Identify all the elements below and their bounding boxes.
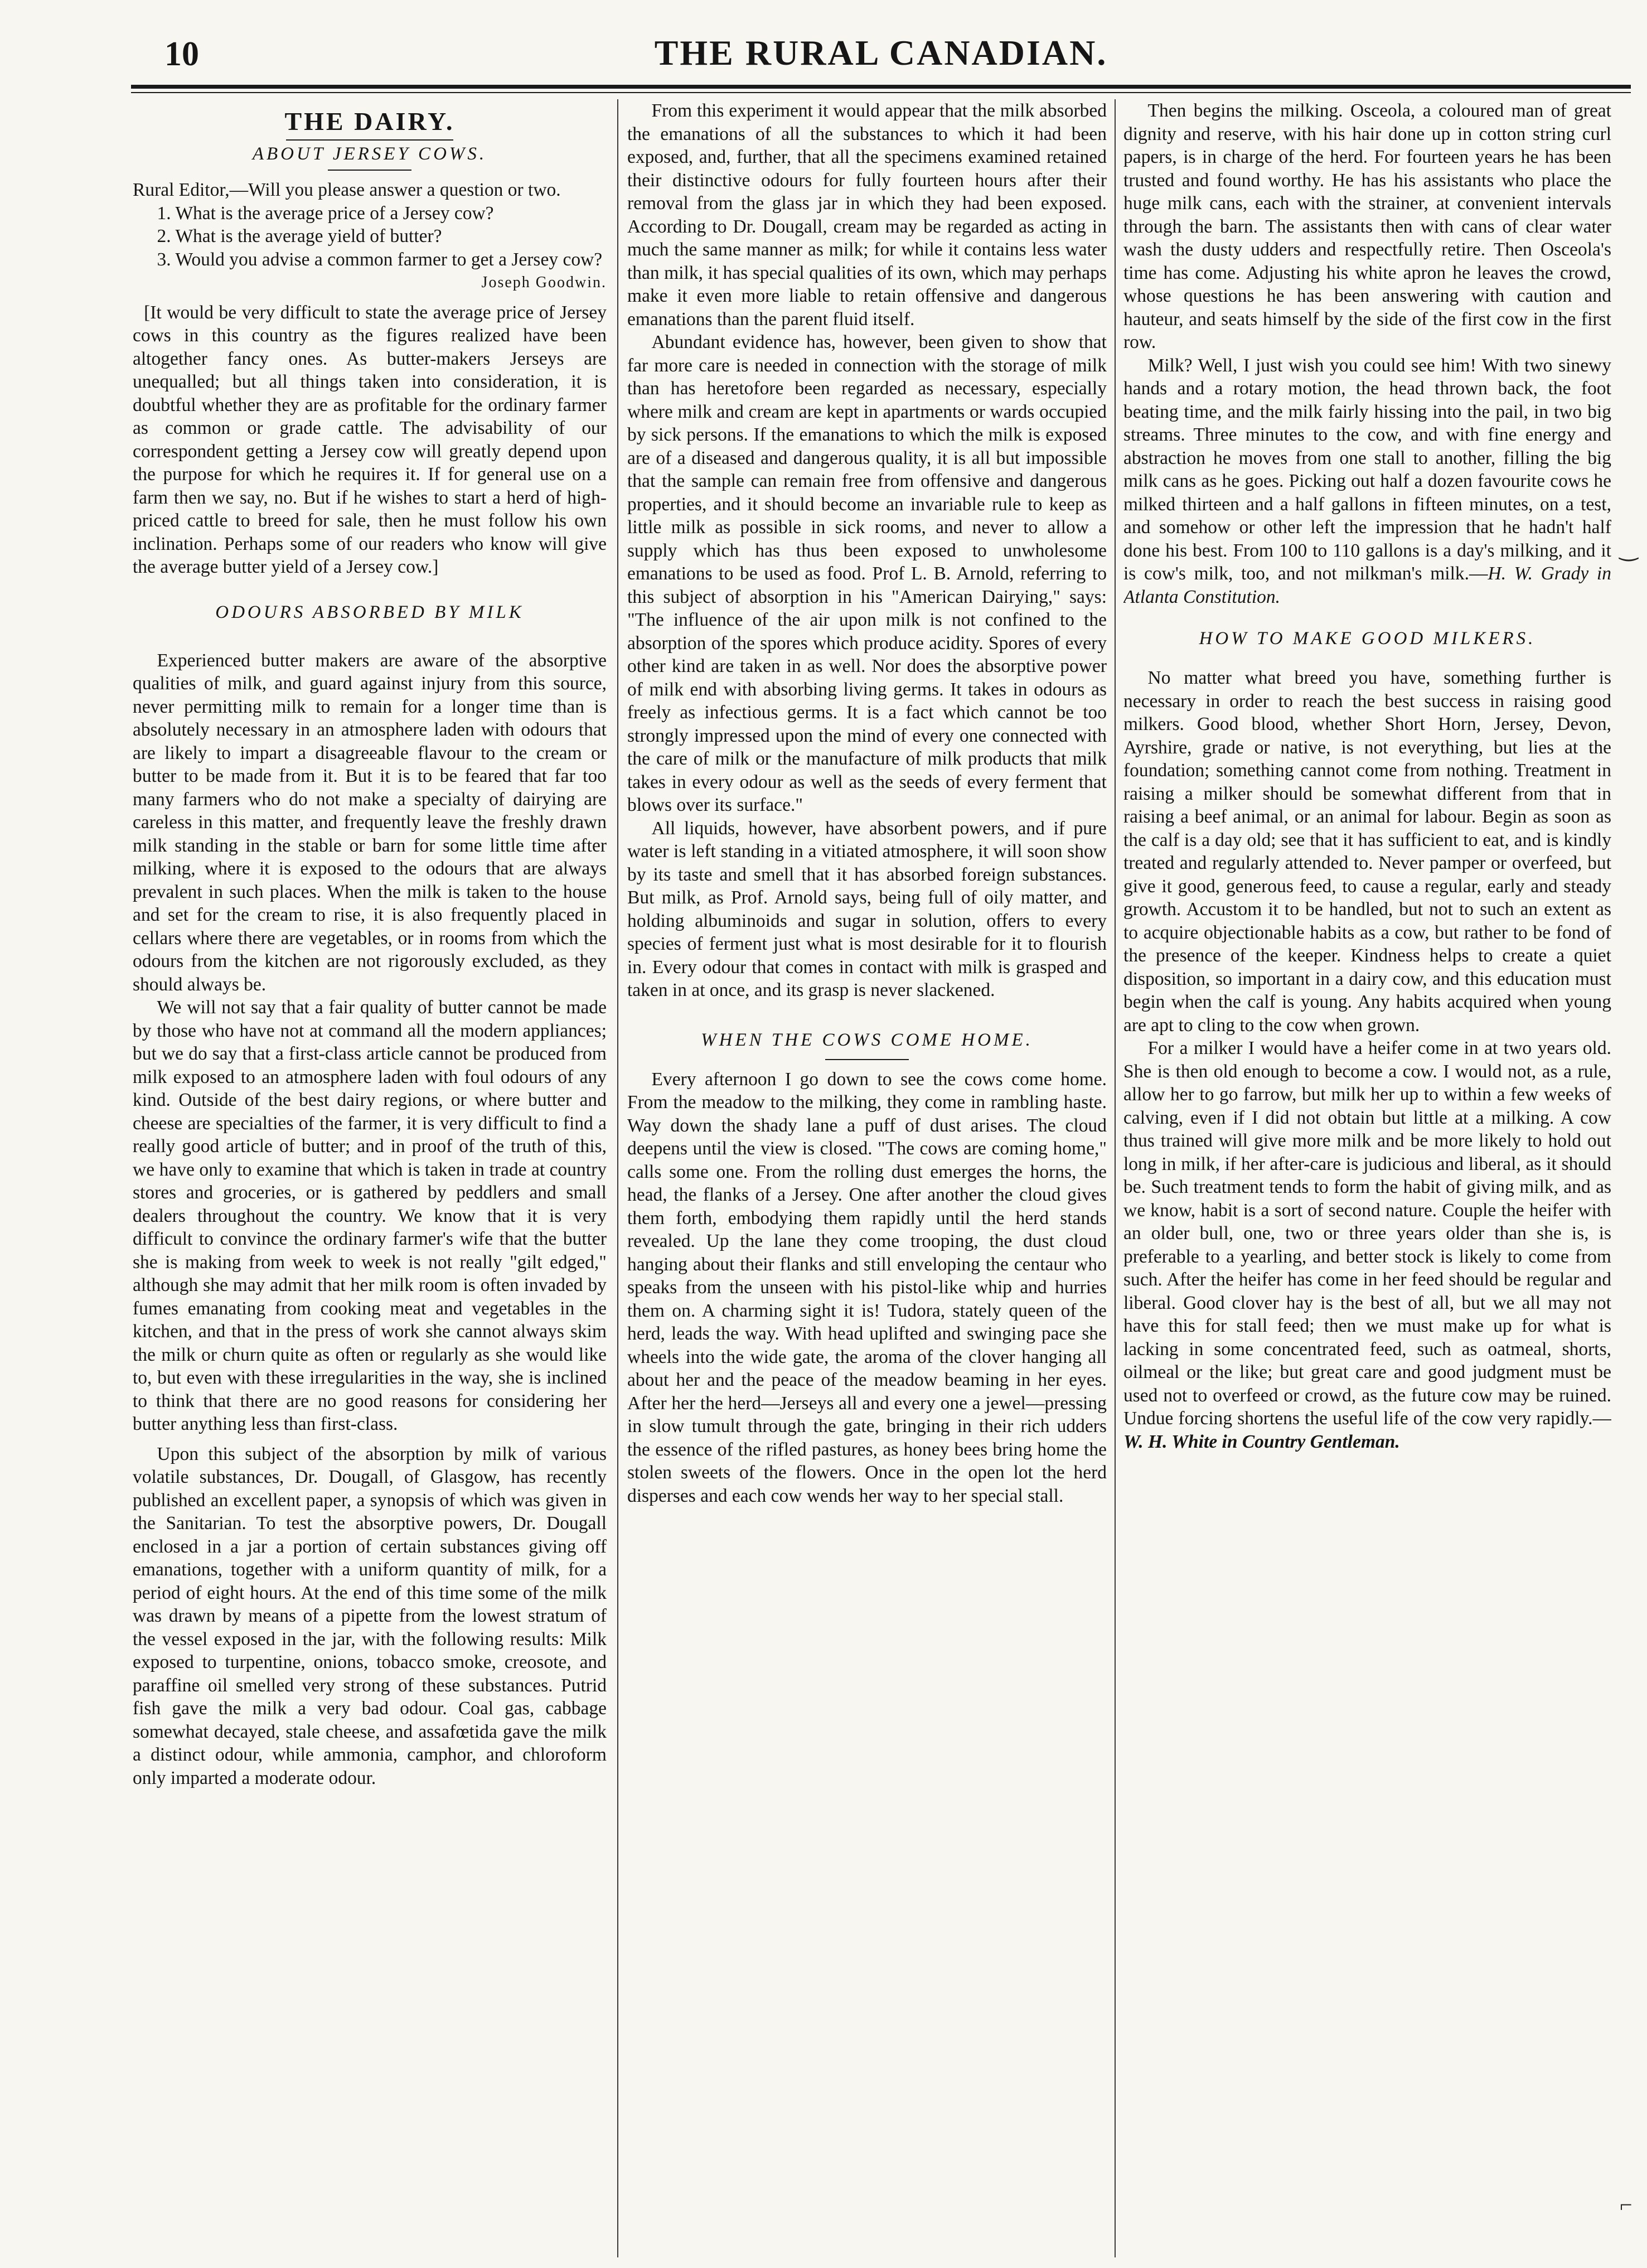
section-rule bbox=[286, 139, 453, 141]
header-rule-thin bbox=[131, 92, 1631, 93]
editor-answer: [It would be very difficult to state the average price of Jersey cows in this country as the figures realized have been altogether fancy ones. As butter-makers Jerseys are unequalled; but all things taken into consideration, it is doubtful whether they are as profitable for the ordinary farmer as common or grade cattle. The advisability of our correspondent getting a Jersey cow will greatly depend upon the purpose for which he requires it. If for general use on a farm then we say, no. But if he wishes to start a herd of high-priced cattle to breed for sale, then he must follow his own inclination. Perhaps some of our readers who know will give the average butter yield of a Jersey cow.] bbox=[133, 302, 607, 577]
question-2: 2. What is the average yield of butter? bbox=[157, 226, 442, 246]
margin-mark: ‿ bbox=[1620, 536, 1638, 561]
header-rule-thick bbox=[131, 85, 1631, 89]
section-title: THE DAIRY. bbox=[284, 107, 455, 136]
scan-edge bbox=[0, 0, 17, 2268]
article-title-milkers: HOW TO MAKE GOOD MILKERS. bbox=[1199, 628, 1536, 649]
odours-paragraph-1: Experienced butter makers are aware of the absorptive qualities of milk, and guard against injury from this source, never permitting milk to remain for a longer time than is absolutely necessary in an atmosphere laden with odours that are likely to impart a disagreeable flavour to the cream or butter to be made from it. But it is to be feared that far too many farmers who do not make a specialty of dairying are careless in this matter, and frequently leave the freshly drawn milk standing in the stable or barn for some little time after milking, where it is exposed to the odours that are always prevalent in such places. When the milk is taken to the house and set for the cream to rise, it is also frequently placed in cellars where there are vegetables, or in rooms from which the odours from the kitchen are not rigorously excluded, as they should always be. bbox=[133, 650, 607, 995]
letter-signature: Joseph Goodwin. bbox=[481, 274, 607, 291]
article-title-odours: ODOURS ABSORBED BY MILK bbox=[215, 602, 524, 622]
odours-paragraph-6: All liquids, however, have absorbent powers, and if pure water is left standing in a vitiated atmosphere, it will soon show by its taste and smell that it has absorbed foreign substances. But milk, as Prof. Arnold says, being full of oily matter, and holding albuminoids and sugar in solution, offers to every species of ferment just what is most desirable for it to flourish in. Every odour that comes in contact with milk is grasped and taken in at once, and its grasp is never slackened. bbox=[627, 818, 1107, 1000]
odours-paragraph-2: We will not say that a fair quality of butter cannot be made by those who have not at command all the modern appliances; but we do say that a first-class article cannot be produced from milk exposed to an atmosphere laden with foul odours of any kind. Outside of the best dairy regions, or where butter and cheese are specialties of the farmer, it is very difficult to find a really good article of butter; and in proof of the truth of this, we have only to examine that which is taken in trade at country stores and groceries, or is gathered by peddlers and small dealers throughout the country. We know that it is very difficult to convince the ordinary farmer's wife that the butter she is making from week to week is not really "gilt edged," although she may admit that her milk room is often invaded by fumes emanating from cooking meat and vegetables in the kitchen, and that in the press of work she cannot always skim the milk or churn quite as often or regularly as she would like to, but even with these irregularities in the way, she is inclined to think that there are no good reasons for considering her butter anything less than first-class. bbox=[133, 997, 607, 1434]
column-rule-2 bbox=[1115, 99, 1116, 2257]
column-1 bbox=[133, 99, 607, 2252]
title-rule bbox=[825, 1059, 909, 1060]
milkers-paragraph-2 bbox=[1123, 1037, 1611, 1453]
milkers-paragraph-1: No matter what breed you have, something further is necessary in order to reach the best success in raising good milkers. Good blood, whether Short Horn, Jersey, Devon, Ayrshire, grade or native, is not everything, but lies at the foundation; something cannot come from nothing. Treatment in raising a milker should be somewhat different from that in raising a beef animal, or an animal for labour. Begin as soon as the calf is a day old; see that it has sufficient to eat, and is kindly treated and regularly attended to. Never pamper or overfeed, but give it good, generous feed, to cause a regular, early and steady growth. Accustom it to be handled, but not to such an extent as to acquire objectionable habits as a cow, but rather to be fond of the presence of the keeper. Kindness helps to create a quiet disposition, so important in a dairy cow, and this education must begin when the calf is young. Any habits acquired when young are apt to cling to the cow when grown. bbox=[1123, 668, 1611, 1036]
letter-salutation: Rural Editor,—Will you please answer a question or two. bbox=[133, 180, 561, 200]
page-header bbox=[131, 29, 1631, 80]
milkers-credit: W. H. White in Country Gentleman. bbox=[1123, 1431, 1400, 1452]
title-rule bbox=[328, 170, 411, 171]
margin-mark: ⌐ bbox=[1620, 2192, 1633, 2217]
column-2 bbox=[627, 99, 1107, 2252]
cows-home-paragraph-2: Then begins the milking. Osceola, a coloured man of great dignity and reserve, with his hair done up in cotton string curl papers, is in charge of the herd. For fourteen years he has been trusted and found worthy. He has his assistants who place the huge milk cans, each with the strainer, at convenient intervals through the barn. The assistants then with cans of clear water wash the dusty udders and respectfully retire. Then Osceola's time has come. Adjusting his white apron he leaves the crowd, whose questions he has been answering with caution and hauteur, and seats himself by the side of the first cow in the first row. bbox=[1123, 100, 1611, 352]
odours-paragraph-4: From this experiment it would appear that the milk absorbed the emanations of all the substances to which it had been exposed, and, further, that all the specimens examined retained their distinctive odours for fully fourteen hours after their removal from the glass jar in which they had been exposed. According to Dr. Dougall, cream may be regarded as acting in much the same manner as milk; for while it contains less water than milk, it has special qualities of its own, which may perhaps make it even more liable to retain offensive and dangerous emanations than the parent fluid itself. bbox=[627, 100, 1107, 330]
milkers-paragraph-2-text: For a milker I would have a heifer come in at two years old. She is then old enough to become a cow. I would not, as a rule, allow her to go farrow, but milk her up to within a few weeks of calving, even if I did not obtain but little at a milking. A cow thus trained will give more milk and be more likely to hold out long in milk, if her after-care is judicious and liberal, as it should be. Such treatment tends to form the habit of giving milk, and as we know, habit is a sort of second nature. Couple the heifer with an older bull, one, two or three years older than she is, is preferable to a yearling, and better stock is likely to come from such. After the heifer has come in her feed should be regular and liberal. Good clover hay is the best of all, but we all may not have this for stall feed; then we must make up for what is lacking in some concentrated feed, such as oatmeal, shorts, oilmeal or the like; but great care and good judgment must be used not to overfeed or crowd, as the future cow may be ruined. Undue forcing shortens the useful life of the cow very rapidly.— bbox=[1123, 1038, 1611, 1429]
page-number: 10 bbox=[164, 35, 199, 73]
question-3: 3. Would you advise a common farmer to get a Jersey cow? bbox=[157, 249, 603, 270]
cows-home-paragraph-3 bbox=[1123, 354, 1611, 609]
question-1: 1. What is the average price of a Jersey cow? bbox=[157, 202, 494, 224]
odours-paragraph-3: Upon this subject of the absorption by milk of various volatile substances, Dr. Dougall, of Glasgow, has recently published an excellent paper, a synopsis of which was given in the Sanitarian. To test the absorptive powers, Dr. Dougall enclosed in a jar a portion of certain substances giving off emanations, together with a uniform quantity of milk, for a period of eight hours. At the end of this time some of the milk was drawn by means of a pipette from the lowest stratum of the vessel exposed in the jar, with the following results: Milk exposed to turpentine, onions, tobacco smoke, creosote, and paraffine oil smelled very strong of these substances. Putrid fish gave the milk a very bad odour. Coal gas, cabbage somewhat decayed, stale cheese, and assafœtida gave the milk a distinct odour, while ammonia, camphor, and chloroform only imparted a moderate odour. bbox=[133, 1443, 607, 1788]
odours-paragraph-5: Abundant evidence has, however, been given to show that far more care is needed in connection with the storage of milk than has heretofore been regarded as necessary, especially where milk and cream are kept in apartments or wards occupied by sick persons. If the emanations to which the milk is exposed are of a diseased and dangerous quality, it is all but impossible that the sample can remain free from offensive and dangerous properties, and it should become an invariable rule to keep as little milk as possible in sick rooms, and never to allow a supply which has thus been exposed to unwholesome emanations to be used as food. Prof L. B. Arnold, referring to this subject of absorption in his "American Dairying," says: "The influence of the air upon milk is not confined to the absorption of the spores which produce acidity. Spores of every other kind are taken in as well. Nor does the absorptive power of milk end with absorbing living germs. It takes in odours as freely as infectious germs. It is a fact which cannot be too strongly impressed upon the mind of every one connected with the care of milk or the manufacture of milk products that milk takes in every odour as well as the seeds of every ferment that blows over its surface." bbox=[627, 332, 1107, 815]
cows-home-credit: H. W. Grady in Atlanta Constitution. bbox=[1123, 563, 1611, 607]
cows-home-paragraph-3-text: Milk? Well, I just wish you could see him! With two sinewy hands and a rotary motion, the head thrown back, the foot beating time, and the milk fairly hissing into the pail, in two big streams. Three minutes to the cow, and with fine energy and abstraction he moves from one stall to another, filling the big milk cans as he goes. Picking out half a dozen favourite cows he milked thirteen and a half gallons in fifteen minutes, on a test, and somehow or other left the impression that he hadn't half done his best. From 100 to 110 gallons is a day's milking, and it is cow's milk, too, and not milkman's milk.— bbox=[1123, 355, 1611, 584]
article-title-cows-home: WHEN THE COWS COME HOME. bbox=[701, 1029, 1033, 1050]
column-rule-1 bbox=[617, 99, 618, 2257]
column-3 bbox=[1123, 99, 1611, 2252]
article-title-jersey: ABOUT JERSEY COWS. bbox=[252, 144, 487, 164]
masthead: THE RURAL CANADIAN. bbox=[654, 33, 1108, 72]
cows-home-paragraph-1: Every afternoon I go down to see the cows come home. From the meadow to the milking, they come in rambling haste. Way down the shady lane a puff of dust arises. The cloud deepens until the view is closed. "The cows are coming home," calls some one. From the rolling dust emerges the horns, the head, the flanks of a Jersey. One after another the cloud gives them forth, embodying them rapidly until the herd stands revealed. Up the lane they come trooping, the dust cloud hanging about their flanks and still enveloping the centaur who speaks from the unseen with his pistol-like whip and hurries them on. A charming sight it is! Tudora, stately queen of the herd, leads the way. With head uplifted and swinging pace she wheels into the wide gate, the aroma of the clover hanging all about her and the peace of the meadow beaming in her eyes. After her the herd—Jerseys all and every one a jewel—pressing in slow tumult through the gate, bringing in their rich udders the essence of the rifled pastures, as honey bees bring home the stolen sweets of the flowers. Once in the open lot the herd disperses and each cow wends her way to her special stall. bbox=[627, 1068, 1107, 1506]
